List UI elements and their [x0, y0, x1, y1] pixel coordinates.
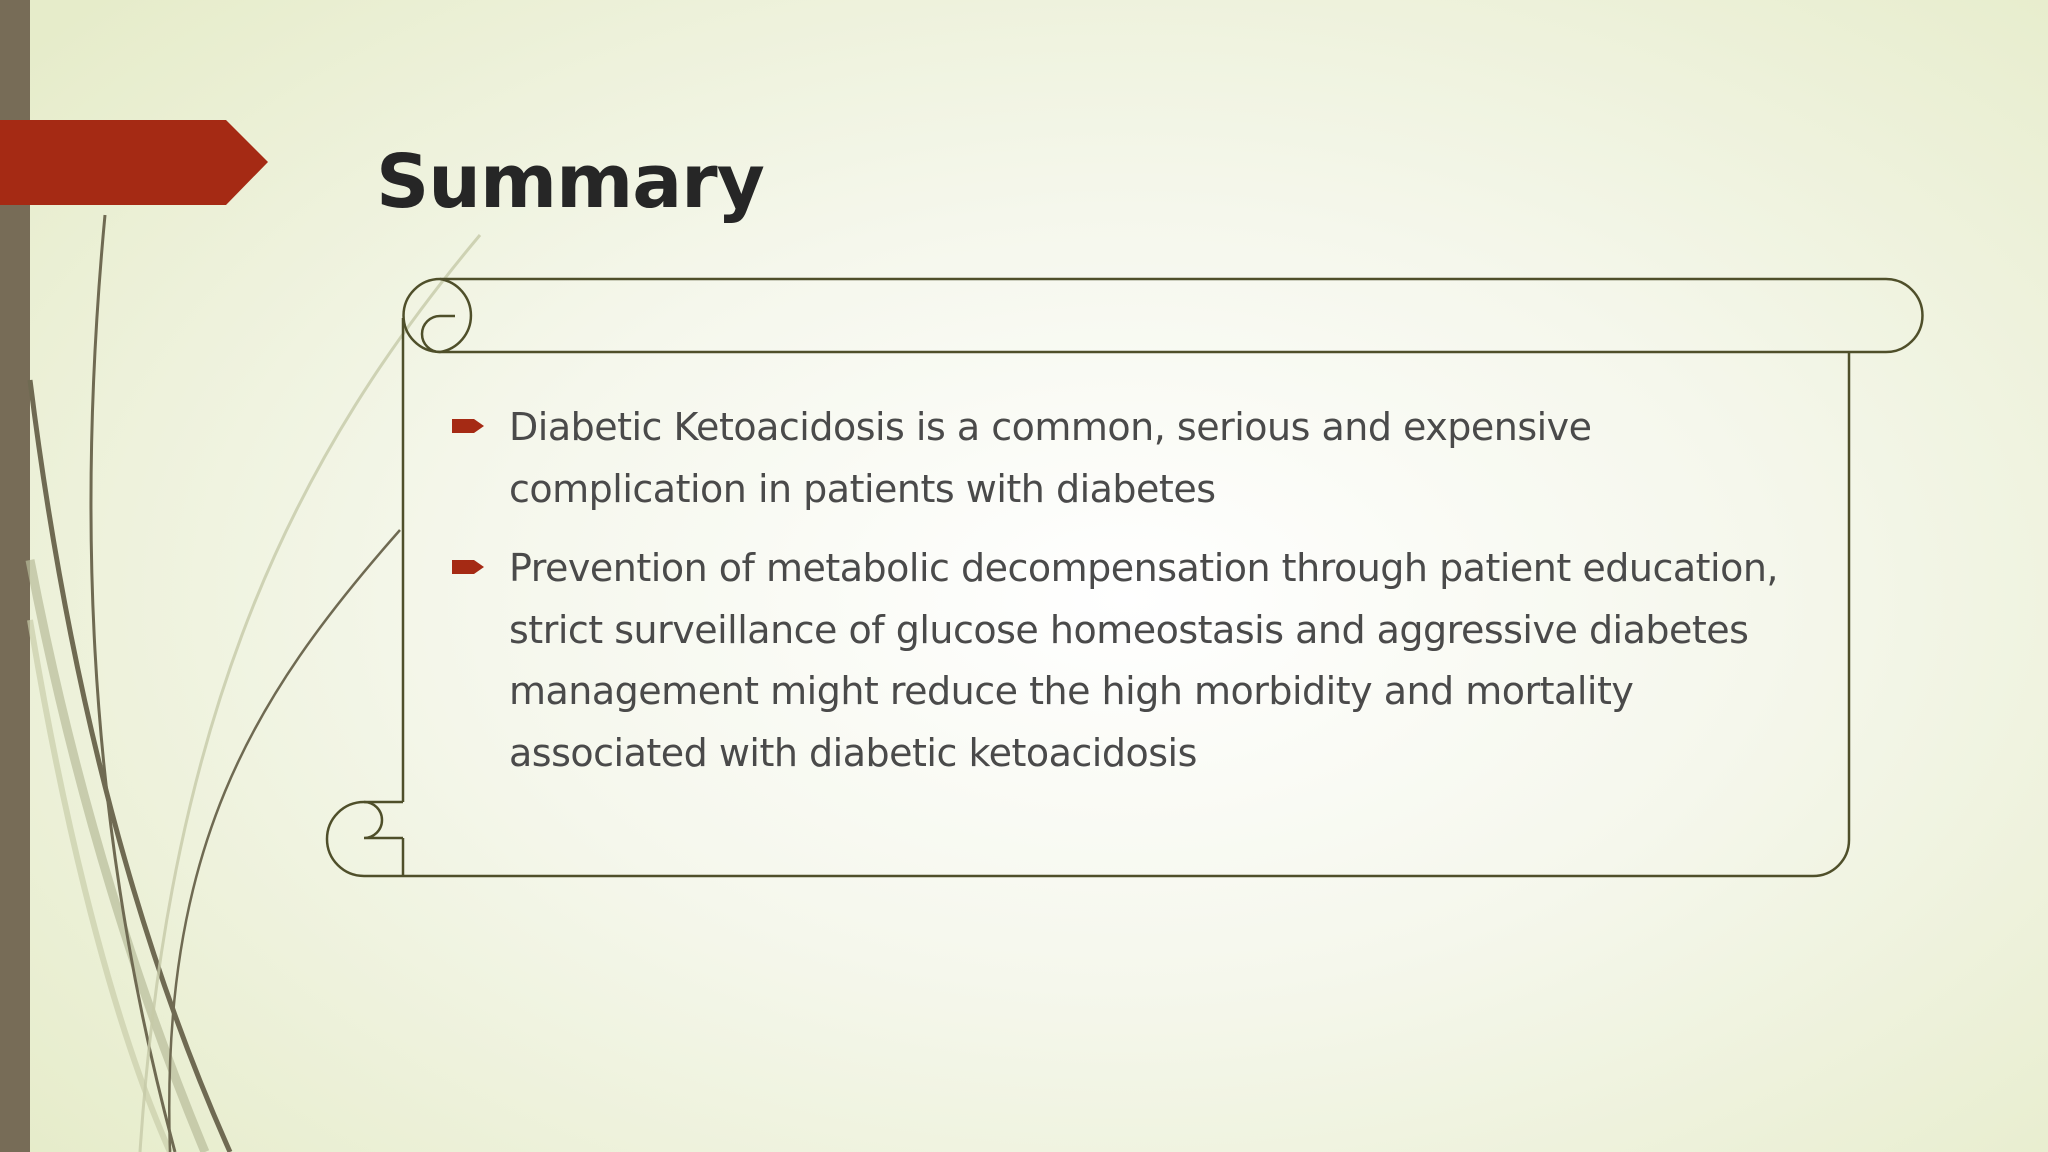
bullet-list — [452, 397, 1832, 802]
arrow-bullet-icon — [452, 557, 484, 577]
bullet-item — [452, 397, 1832, 520]
bullet-text: Diabetic Ketoacidosis is a common, serious and expensive complication in patients with diabetes — [509, 405, 1592, 511]
slide-title: Summary — [376, 139, 764, 225]
arrow-bullet-icon — [452, 416, 484, 436]
bullet-text: Prevention of metabolic decompensation through patient education, strict surveillance of glucose homeostasis and aggressive diabetes management might reduce the high morbidity and mortality associated with diabetic ketoacidosis — [509, 546, 1778, 775]
bullet-item — [452, 538, 1832, 784]
